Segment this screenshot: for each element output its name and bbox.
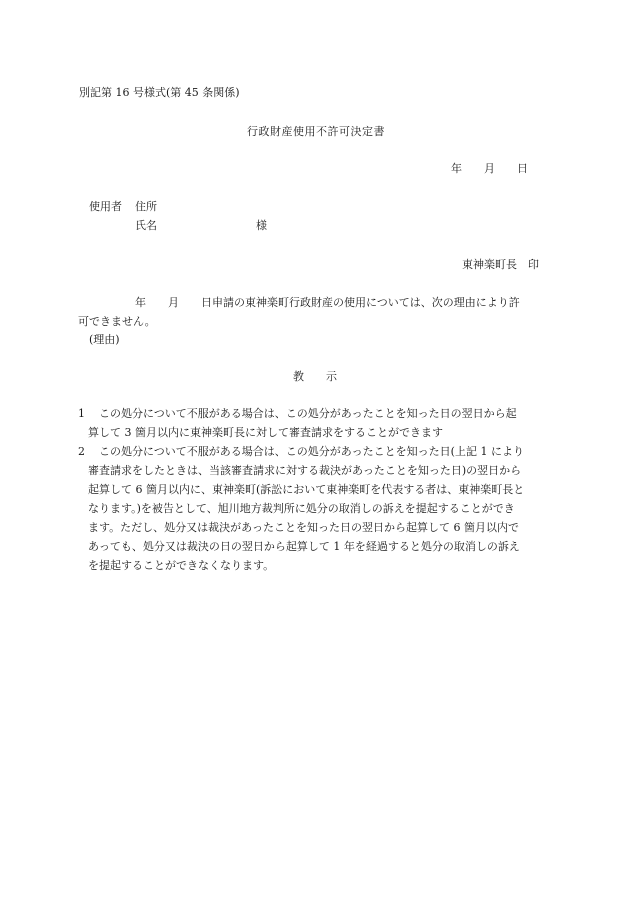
item-number: 2 — [78, 445, 85, 458]
item-number: 1 — [78, 407, 85, 420]
body-text-line: 可できません。 — [78, 315, 156, 328]
user-label: 使用者 — [89, 200, 122, 213]
issuer-signature: 東神楽町長 印 — [462, 258, 539, 271]
item-text-line: 算して 3 箇月以内に東神楽町長に対して審査請求をすることができます — [88, 426, 443, 439]
item-text-line: を提起することができなくなります。 — [88, 559, 275, 572]
item-text-line: 起算して 6 箇月以内に、東神楽町(訴訟において東神楽町を代表する者は、東神楽町長と — [88, 483, 525, 496]
honorific: 様 — [256, 219, 267, 232]
address-label: 住所 — [135, 200, 157, 213]
body-text-line: 年 月 日申請の東神楽町行政財産の使用については、次の理由により許 — [135, 296, 520, 309]
document-title: 行政財産使用不許可決定書 — [247, 125, 385, 138]
instruction-heading: 教 示 — [293, 370, 337, 383]
name-label: 氏名 — [135, 219, 157, 232]
item-text-line: 審査請求をしたときは、当該審査請求に対する裁決があったことを知った日)の翌日から — [88, 464, 522, 477]
item-text-line: ます。ただし、処分又は裁決があったことを知った日の翌日から起算して 6 箇月以内で — [88, 521, 519, 534]
item-text-line: あっても、処分又は裁決の日の翌日から起算して 1 年を経過すると処分の取消しの訴え — [88, 540, 520, 553]
reason-label: (理由) — [89, 333, 120, 346]
item-text-line: この処分について不服がある場合は、この処分があったことを知った日の翌日から起 — [88, 407, 517, 420]
date-line: 年 月 日 — [451, 162, 528, 175]
item-text-line: なります。)を被告として、旭川地方裁判所に処分の取消しの訴えを提起することができ — [88, 502, 515, 515]
form-number: 別記第 16 号様式(第 45 条関係) — [79, 86, 240, 99]
item-text-line: この処分について不服がある場合は、この処分があったことを知った日(上記 1 により — [88, 445, 524, 458]
